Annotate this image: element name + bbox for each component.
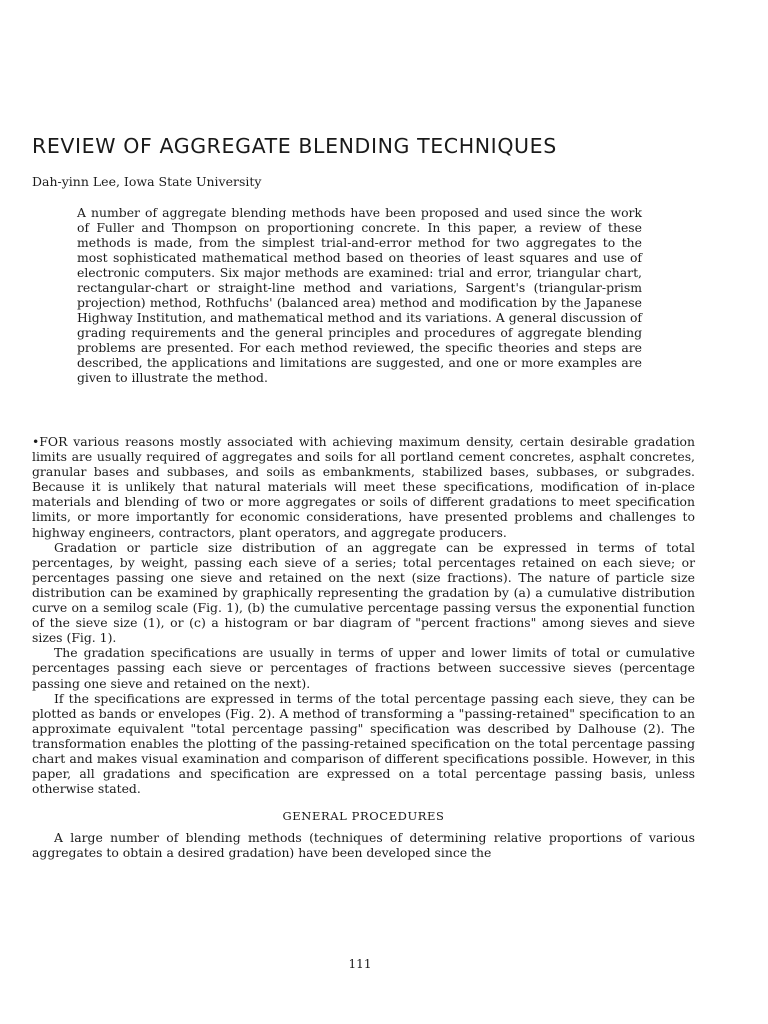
page-number: 111 — [348, 957, 372, 971]
body-paragraph-2: Gradation or particle size distribution of an aggregate can be expressed in terms of total percentages, by weight, passing each sieve of a series; total percentages retained on each sieve; or percentages passing one sieve and retained on the next (size fractions). The nature of particle size distribution can be examined by graphically representing the gradation by (a) a cumulative distribution curve on a semilog scale (Fig. 1), (b) the cumulative percentage passing versus the exponential function of the sieve size (1), or (c) a histogram or bar diagram of "percent fractions" among sieves and sieve sizes (Fig. 1). — [32, 539, 695, 646]
body-text — [32, 434, 695, 861]
section-heading: GENERAL PROCEDURES — [282, 809, 445, 824]
author-line: Dah-yinn Lee, Iowa State University — [32, 174, 262, 189]
body-paragraph-4: If the specifications are expressed in terms of the total percentage passing each sieve, they can be plotted as bands or envelopes (Fig. 2). A method of transforming a "passing-retained" specification to an approximate equivalent "total percentage passing" specification was described by Dalhouse (2). The transformation enables the plotting of the passing-retained specification on the total percentage passing chart and makes visual examination and comparison of different specifications possible. However, in this paper, all gradations and specification are expressed on a total percentage passing basis, unless otherwise stated. — [32, 690, 695, 797]
body-paragraph-3: The gradation specifications are usually in terms of upper and lower limits of total or cumulative percentages passing each sieve or percentages of fractions between successive sieves (percentage passing one sieve and retained on the next). — [32, 645, 695, 691]
body-paragraph-1: •FOR various reasons mostly associated with achieving maximum density, certain desirable gradation limits are usually required of aggregates and soils for all portland cement concretes, asphalt concretes, granular bases and subbases, and soils as embankments, stabilized bases, subbases, or subgrades. Because it is unlikely that natural materials will meet these specifications, modification of in-place materials and blending of two or more aggregates or soils of different gradations to meet specification limits, or more importantly for economic considerations, have presented problems and challenges to highway engineers, contractors, plant operators, and aggregate producers. — [32, 434, 695, 540]
paper-title: REVIEW OF AGGREGATE BLENDING TECHNIQUES — [32, 134, 557, 158]
abstract: A number of aggregate blending methods have been proposed and used since the work of Fuller and Thompson on proportioning concrete. In this paper, a review of these methods is made, from the simplest trial-and-error method for two aggregates to the most sophisticated mathematical method based on theories of least squares and use of electronic computers. Six major methods are examined: trial and error, triangular chart, rectangular-chart or straight-line method and variations, Sargent's (triangular-prism projection) method, Rothfuchs' (balanced area) method and modification by the Japanese Highway Institution, and mathematical method and its variations. A general discussion of grading requirements and the general principles and procedures of aggregate blending problems are presented. For each method reviewed, the specific theories and steps are described, the applications and limitations are suggested, and one or more examples are given to illustrate the method. — [77, 205, 642, 385]
section-paragraph: A large number of blending methods (techniques of determining relative proportions of various aggregates to obtain a desired gradation) have been developed since the — [32, 830, 695, 861]
